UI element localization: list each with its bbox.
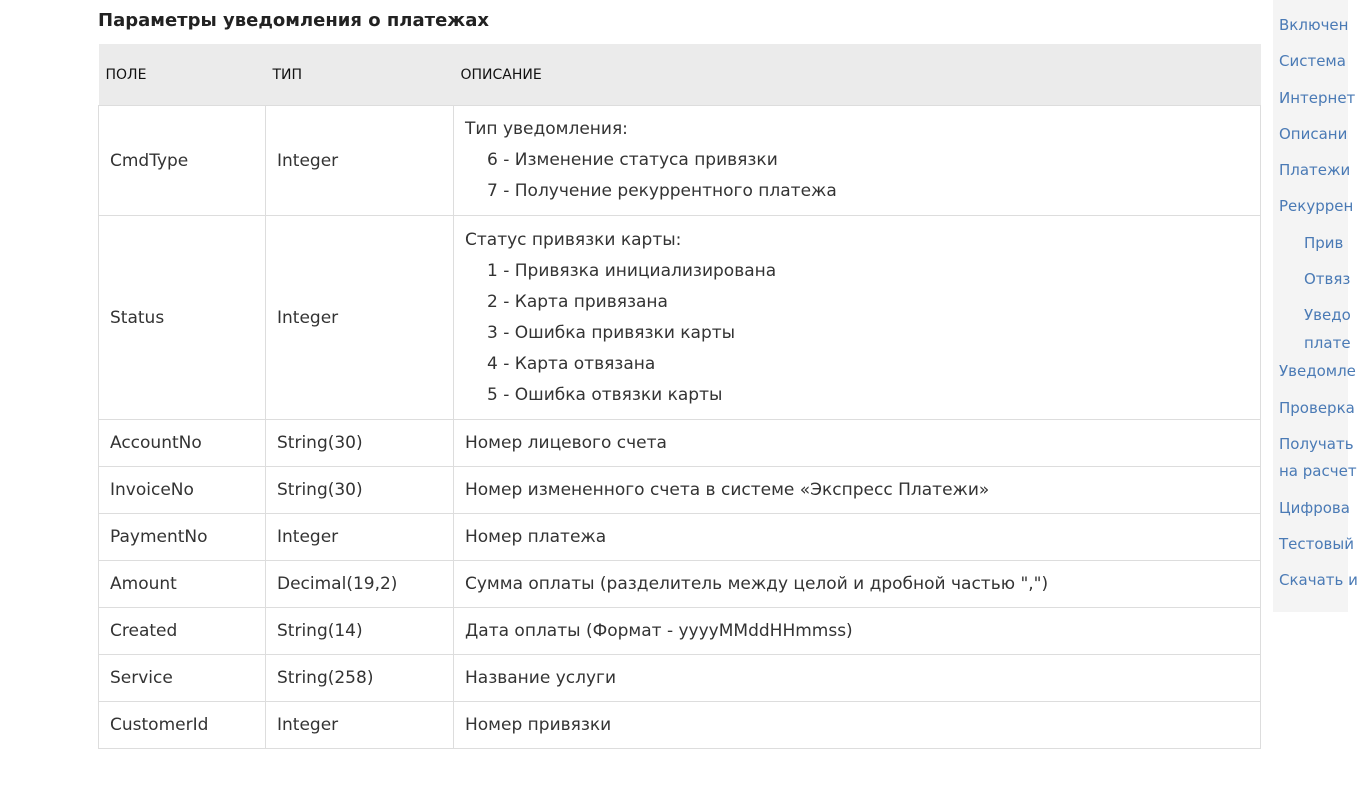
description-text: Тип уведомления: bbox=[465, 119, 628, 139]
description-list-item: 6 - Изменение статуса привязки bbox=[487, 150, 778, 170]
cell-field: Service bbox=[99, 655, 266, 702]
column-header-description: ОПИСАНИЕ bbox=[454, 44, 1261, 106]
cell-description bbox=[454, 106, 1261, 216]
table-row bbox=[99, 420, 1261, 467]
cell-field: Created bbox=[99, 608, 266, 655]
description-list-item: 1 - Привязка инициализирована bbox=[487, 260, 777, 281]
cell-description: Дата оплаты (Формат - yyyyMMddHHmmss) bbox=[454, 608, 1261, 655]
cell-field: PaymentNo bbox=[99, 514, 266, 561]
cell-field: Amount bbox=[99, 561, 266, 608]
cell-description: Название услуги bbox=[454, 655, 1261, 702]
description-list-item: 3 - Ошибка привязки карты bbox=[487, 322, 736, 343]
description-list-item: 2 - Карта привязана bbox=[487, 291, 668, 312]
sidebar-item-internet[interactable]: Интернет bbox=[1279, 89, 1356, 107]
sidebar-item-notifications[interactable]: Уведомле bbox=[1279, 362, 1356, 380]
sidebar-item-test[interactable]: Тестовый bbox=[1279, 535, 1354, 553]
sidebar-item-payments[interactable]: Платежи bbox=[1279, 161, 1351, 179]
cell-type: String(14) bbox=[266, 608, 454, 655]
sidebar-subitem-notification-cont[interactable]: плате bbox=[1304, 334, 1351, 352]
sidebar-item-download[interactable]: Скачать и bbox=[1279, 571, 1358, 589]
table-header-row bbox=[99, 44, 1261, 106]
cell-field: CmdType bbox=[99, 106, 266, 216]
cell-type: Integer bbox=[266, 106, 454, 216]
sidebar-item-description[interactable]: Описани bbox=[1279, 125, 1348, 143]
sidebar-item-check[interactable]: Проверка bbox=[1279, 399, 1355, 417]
cell-description: Номер платежа bbox=[454, 514, 1261, 561]
table-row bbox=[99, 655, 1261, 702]
cell-type: String(30) bbox=[266, 420, 454, 467]
sidebar-item-digital[interactable]: Цифрова bbox=[1279, 499, 1350, 517]
cell-type: Decimal(19,2) bbox=[266, 561, 454, 608]
sidebar-subitem-binding[interactable]: Прив bbox=[1304, 234, 1344, 252]
description-list-item: 7 - Получение рекуррентного платежа bbox=[487, 181, 837, 201]
cell-type: Integer bbox=[266, 216, 454, 420]
sidebar-subitem-notification[interactable]: Уведо bbox=[1304, 306, 1351, 324]
cell-type: Integer bbox=[266, 514, 454, 561]
cell-description: Номер измененного счета в системе «Экспресс Платежи» bbox=[454, 467, 1261, 514]
sidebar-item-receive-cont[interactable]: на расчет bbox=[1279, 462, 1357, 480]
table-row bbox=[99, 702, 1261, 749]
sidebar-item-receive[interactable]: Получать bbox=[1279, 435, 1354, 453]
page-title: Параметры уведомления о платежах bbox=[98, 10, 489, 31]
cell-description: Номер привязки bbox=[454, 702, 1261, 749]
table-row bbox=[99, 106, 1261, 216]
table-row bbox=[99, 514, 1261, 561]
cell-type: Integer bbox=[266, 702, 454, 749]
table-row bbox=[99, 608, 1261, 655]
cell-field: Status bbox=[99, 216, 266, 420]
column-header-type: ТИП bbox=[266, 44, 454, 106]
cell-type: String(30) bbox=[266, 467, 454, 514]
description-text: Статус привязки карты: bbox=[465, 229, 682, 250]
cell-field: InvoiceNo bbox=[99, 467, 266, 514]
cell-description: Сумма оплаты (разделитель между целой и дробной частью ",") bbox=[454, 561, 1261, 608]
table-row bbox=[99, 467, 1261, 514]
sidebar-item-system[interactable]: Система bbox=[1279, 52, 1346, 70]
sidebar-item-enabling[interactable]: Включен bbox=[1279, 16, 1349, 34]
table-of-contents-sidebar bbox=[1273, 0, 1358, 612]
sidebar-item-recurring[interactable]: Рекуррен bbox=[1279, 197, 1354, 215]
table-row bbox=[99, 561, 1261, 608]
cell-field: AccountNo bbox=[99, 420, 266, 467]
params-table bbox=[98, 44, 1261, 749]
cell-description: Номер лицевого счета bbox=[454, 420, 1261, 467]
cell-description bbox=[454, 216, 1261, 420]
table-row bbox=[99, 216, 1261, 420]
description-list-item: 5 - Ошибка отвязки карты bbox=[487, 384, 723, 405]
sidebar-subitem-unbinding[interactable]: Отвяз bbox=[1304, 270, 1351, 288]
description-list-item: 4 - Карта отвязана bbox=[487, 353, 656, 374]
cell-type: String(258) bbox=[266, 655, 454, 702]
column-header-field: ПОЛЕ bbox=[99, 44, 266, 106]
cell-field: CustomerId bbox=[99, 702, 266, 749]
